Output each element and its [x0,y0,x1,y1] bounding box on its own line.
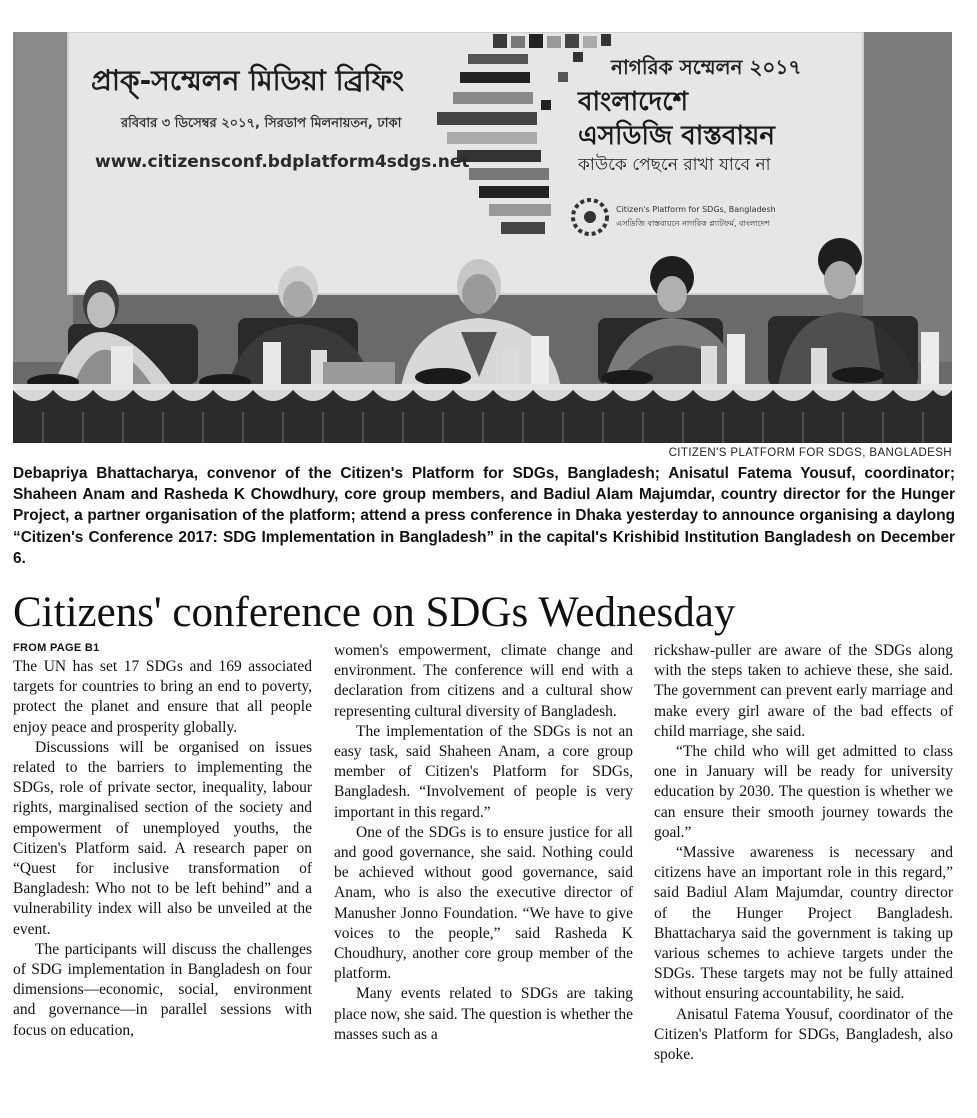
banner-date: রবিবার ৩ ডিসেম্বর ২০১৭, সিরডাপ মিলনায়তন, ঢাকা [121,116,402,131]
photo-credit: CITIZEN'S PLATFORM FOR SDGS, BANGLADESH [668,447,952,459]
banner-conf-line2: বাংলাদেশে [578,87,689,117]
banner-conf-line1: নাগরিক সম্মেলন ২০১৭ [611,55,802,79]
photo-caption: Debapriya Bhattacharya, convenor of the Citizen's Platform for SDGs, Bangladesh; Anisatul Fatema Yousuf, coordinator; Shaheen Anam and Rasheda K Chowdhury, core group members, and Badiul Alam Majumdar, country director for the Hunger Project, a partner organisation of the platform; attend a press conference in Dhaka yesterday to announce organising a daylong “Citizen's Conference 2017: SDG Implementation in Bangladesh” in the capital's Krishibid Institution Bangladesh on December 6. [13,465,955,567]
banner-platform-bn: এসডিজি বাস্তবায়নে নাগরিক প্ল্যাটফর্ম, বাংলাদেশ [616,219,770,228]
article-column-2 [334,641,633,1045]
banner-conf-line3: এসডিজি বাস্তবায়ন [578,121,775,151]
paragraph: The participants will discuss the challenges of SDG implementation in Bangladesh on four dimensions—economic, social, environment and governance—in parallel sessions with focus on education, [13,940,312,1039]
from-page-label: FROM PAGE B1 [13,642,100,654]
paragraph: The UN has set 17 SDGs and 169 associated targets for countries to bring an end to poverty, protect the planet and ensure that all people enjoy peace and prosperity globally. [13,658,312,736]
paragraph: “Massive awareness is necessary and citizens have an important role in this regard,” said Badiul Alam Majumdar, country director of the Hunger Project Bangladesh. Bhattacharya said the government is taking up various schemes to achieve targets under the SDGs. These targets may not be fully attained without ensuring accountability, he said. [654,844,953,1003]
article-headline: Citizens' conference on SDGs Wednesday [13,589,736,636]
backdrop-banner [68,32,863,294]
banner-conf-line4: কাউকে পেছনে রাখা যাবে না [578,155,771,175]
paragraph: Many events related to SDGs are taking place now, she said. The question is whether the masses such as a [334,985,633,1043]
table-cloth [13,384,952,443]
article-column-3 [654,641,953,1065]
paragraph: Discussions will be organised on issues related to the barriers to implementing the SDGs, role of private sector, inequality, labour rights, marginalised section of the society and empowerment of unemployed youths, the Citizen's Platform said. A research paper on “Quest for inclusive transformation of Bangladesh: Who not to be left behind” and a vulnerability index will also be unveiled at the event. [13,738,312,938]
news-photo [13,32,952,443]
article-column-1 [13,640,312,1041]
paragraph: women's empowerment, climate change and environment. The conference will end with a declaration from citizens and a cultural show representing cultural diversity of Bangladesh. [334,642,633,720]
paragraph: Anisatul Fatema Yousuf, coordinator of the Citizen's Platform for SDGs, Bangladesh, also spoke. [654,1005,953,1064]
paragraph: rickshaw-puller are aware of the SDGs along with the steps taken to achieve these, she said. The government can prevent early marriage and make every girl aware of the bad effects of child marriage, she said. [654,642,953,740]
banner-url: www.citizensconf.bdplatform4sdgs.net [95,152,470,172]
paragraph: One of the SDGs is to ensure justice for all and good governance, she said. Nothing could be achieved without good governance, said Anam, who is also the executive director of Manusher Jonno Foundation. “We have to give voices to the people,” said Rasheda K Choudhury, another core group member of the platform. [334,823,633,983]
paragraph: The implementation of the SDGs is not an easy task, said Shaheen Anam, a core group member of Citizen's Platform for SDGs, Bangladesh. “Involvement of people is very important in this regard.” [334,722,633,821]
banner-platform-en: Citizen's Platform for SDGs, Bangladesh [616,205,776,214]
paragraph: “The child who will get admitted to class one in January will be ready for university education by 2030. The question is whether we can ensure their smooth journey towards the goal.” [654,743,953,841]
banner-title: প্রাক্-সম্মেলন মিডিয়া ব্রিফিং [91,64,405,97]
